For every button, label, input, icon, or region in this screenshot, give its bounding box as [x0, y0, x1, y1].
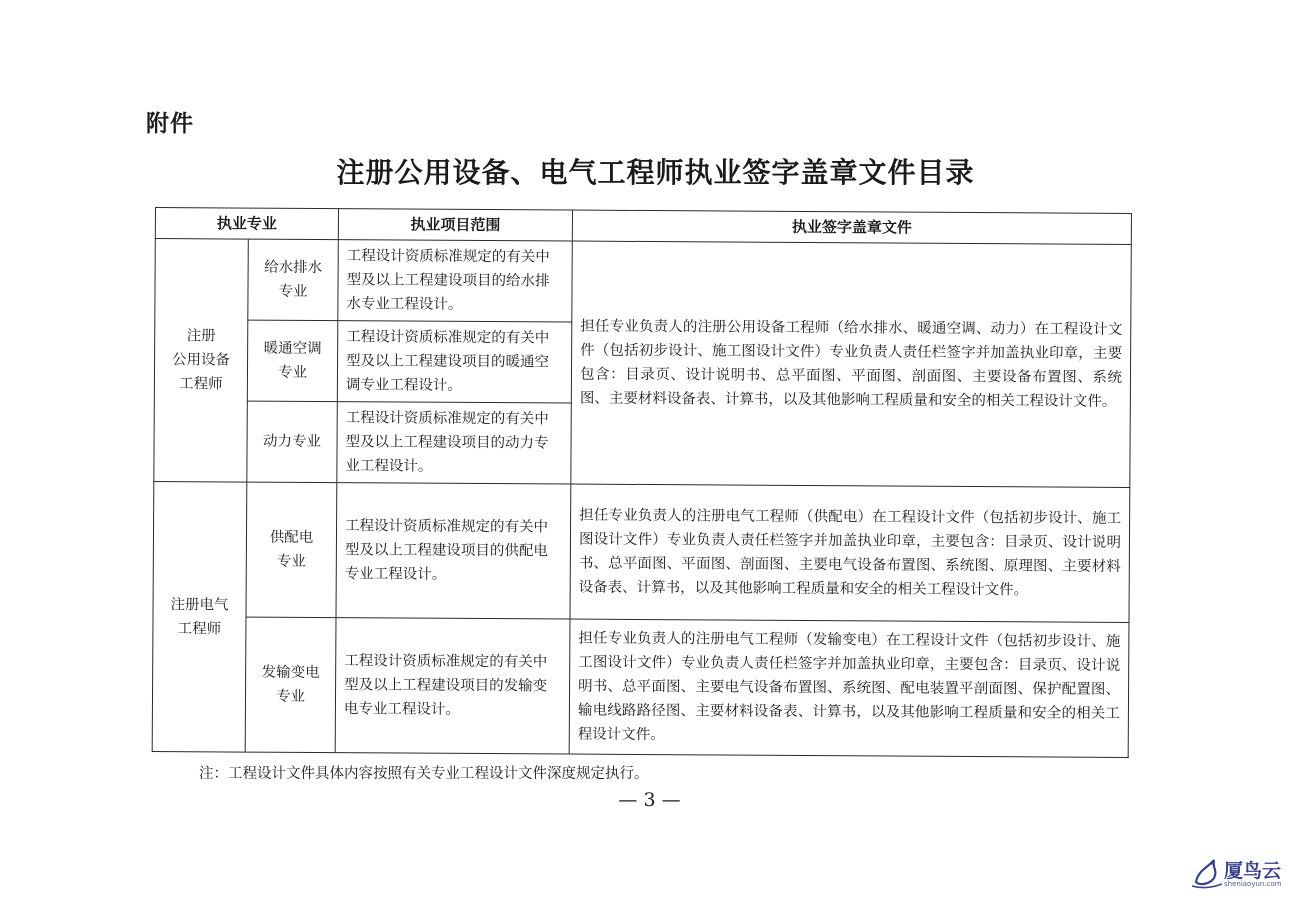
specialty-cell: 动力专业: [247, 401, 338, 483]
page-number: — 3 —: [618, 789, 681, 811]
document-title: 注册公用设备、电气工程师执业签字盖章文件目录: [336, 156, 975, 189]
scope-cell: 工程设计资质标准规定的有关中型及以上工程建设项目的动力专业工程设计。: [337, 402, 571, 484]
scope-cell: 工程设计资质标准规定的有关中型及以上工程建设项目的供配电专业工程设计。: [336, 483, 571, 619]
watermark: [1188, 852, 1288, 896]
table-row: [152, 616, 1129, 757]
documents-cell: 担任专业负责人的注册电气工程师（供配电）在工程设计文件（包括初步设计、施工图设计文件）专业负责人责任栏签字并加盖执业印章，主要包含：目录页、设计说明书、总平面图、平面图、剖面图、主要电气设备布置图、系统图、原理图、主要材料设备表、计算书，以及其他影响工程质量和安全的相关工程设计文件。: [570, 484, 1130, 622]
attachment-label: 附件: [146, 111, 194, 137]
header-signed-documents: 执业签字盖章文件: [572, 210, 1131, 244]
header-practice-specialty: 执业专业: [155, 208, 338, 240]
watermark-name: 厦鸟云: [1224, 860, 1282, 882]
specialty-cell: 给水排水 专业: [248, 239, 339, 321]
table-row: [155, 239, 1131, 326]
footnote: 注：工程设计文件具体内容按照有关专业工程设计文件深度规定执行。: [199, 766, 649, 782]
documents-cell: 担任专业负责人的注册公用设备工程师（给水排水、暖通空调、动力）在工程设计文件（包括初步设计、施工图设计文件）专业负责人责任栏签字并加盖执业印章，主要包含：目录页、设计说明书、总平面图、平面图、剖面图、主要设备布置图、系统图、主要材料设备表、计算书，以及其他影响工程质量和安全的相关工程设计文件。: [571, 241, 1131, 487]
documents-cell: 担任专业负责人的注册电气工程师（发输变电）在工程设计文件（包括初步设计、施工图设计文件）专业负责人责任栏签字并加盖执业印章，主要包含：目录页、设计说明书、总平面图、主要电气设备布置图、系统图、配电装置平剖面图、保护配置图、输电线路路径图、主要材料设备表、计算书，以及其他影响工程质量和安全的相关工程设计文件。: [569, 619, 1129, 757]
specialty-cell: 暖通空调 专业: [247, 320, 338, 402]
bird-logo-icon: [1188, 852, 1228, 892]
specialty-cell: 发输变电 专业: [245, 617, 336, 753]
specialty-cell: 供配电 专业: [246, 482, 337, 618]
catalog-table: [152, 207, 1132, 758]
watermark-url: sheniaoyun.com: [1224, 880, 1282, 888]
category-cell: 注册 公用设备 工程师: [154, 239, 248, 483]
scope-cell: 工程设计资质标准规定的有关中型及以上工程建设项目的发输变电专业工程设计。: [335, 618, 570, 754]
table-row: [153, 481, 1130, 622]
scope-cell: 工程设计资质标准规定的有关中型及以上工程建设项目的暖通空调专业工程设计。: [337, 321, 571, 403]
category-cell: 注册电气 工程师: [152, 481, 247, 752]
scope-cell: 工程设计资质标准规定的有关中型及以上工程建设项目的给水排水专业工程设计。: [338, 240, 572, 322]
header-project-scope: 执业项目范围: [338, 209, 572, 241]
